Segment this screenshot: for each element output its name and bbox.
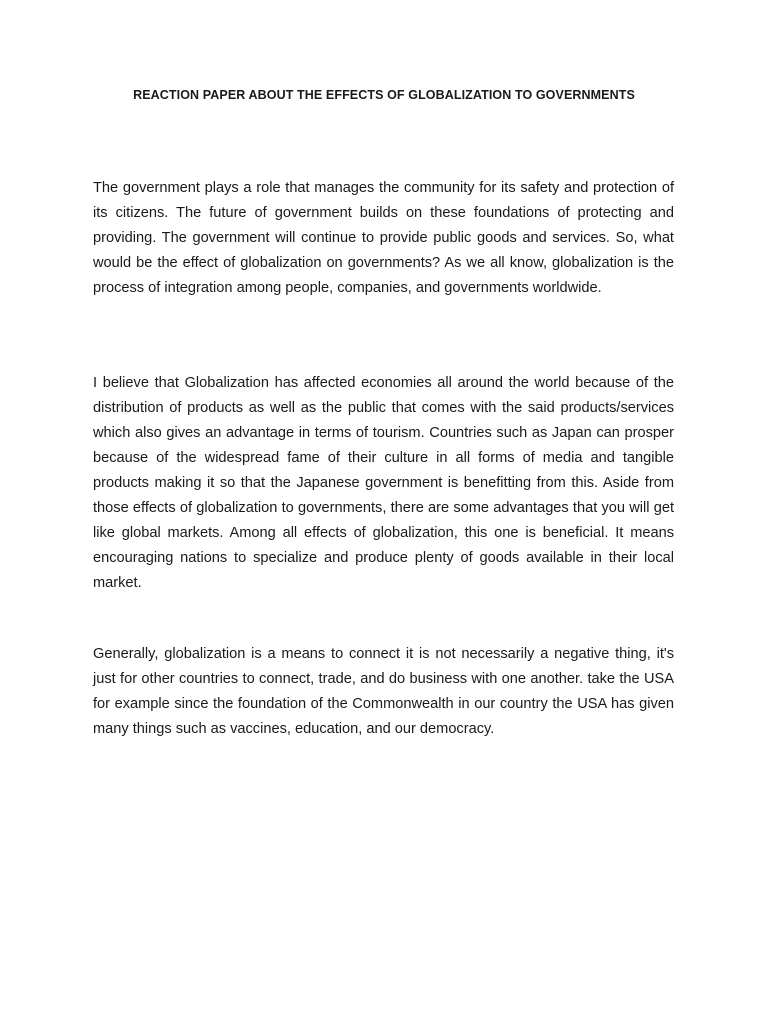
document-title: REACTION PAPER ABOUT THE EFFECTS OF GLOBALIZATION TO GOVERNMENTS [133, 88, 635, 102]
paragraph-2: I believe that Globalization has affected economies all around the world because of the distribution of products as well as the public that comes with the said products/services which also gives an advantage in terms of tourism. Countries such as Japan can prosper because of the widespread fame of their culture in all forms of media and tangible products making it so that the Japanese government is benefitting from this. Aside from those effects of globalization to governments, there are some advantages that you will get like global markets. Among all effects of globalization, this one is beneficial. It means encouraging nations to specialize and produce plenty of goods available in their local market. [93, 375, 674, 591]
paragraph-3: Generally, globalization is a means to connect it is not necessarily a negative thing, it's just for other countries to connect, trade, and do business with one another. take the USA for example since the foundation of the Commonwealth in our country the USA has given many things such as vaccines, education, and our democracy. [93, 646, 674, 737]
paragraph-1: The government plays a role that manages the community for its safety and protection of its citizens. The future of government builds on these foundations of protecting and providing. The government will continue to provide public goods and services. So, what would be the effect of globalization on governments? As we all know, globalization is the process of integration among people, companies, and governments worldwide. [93, 180, 674, 296]
